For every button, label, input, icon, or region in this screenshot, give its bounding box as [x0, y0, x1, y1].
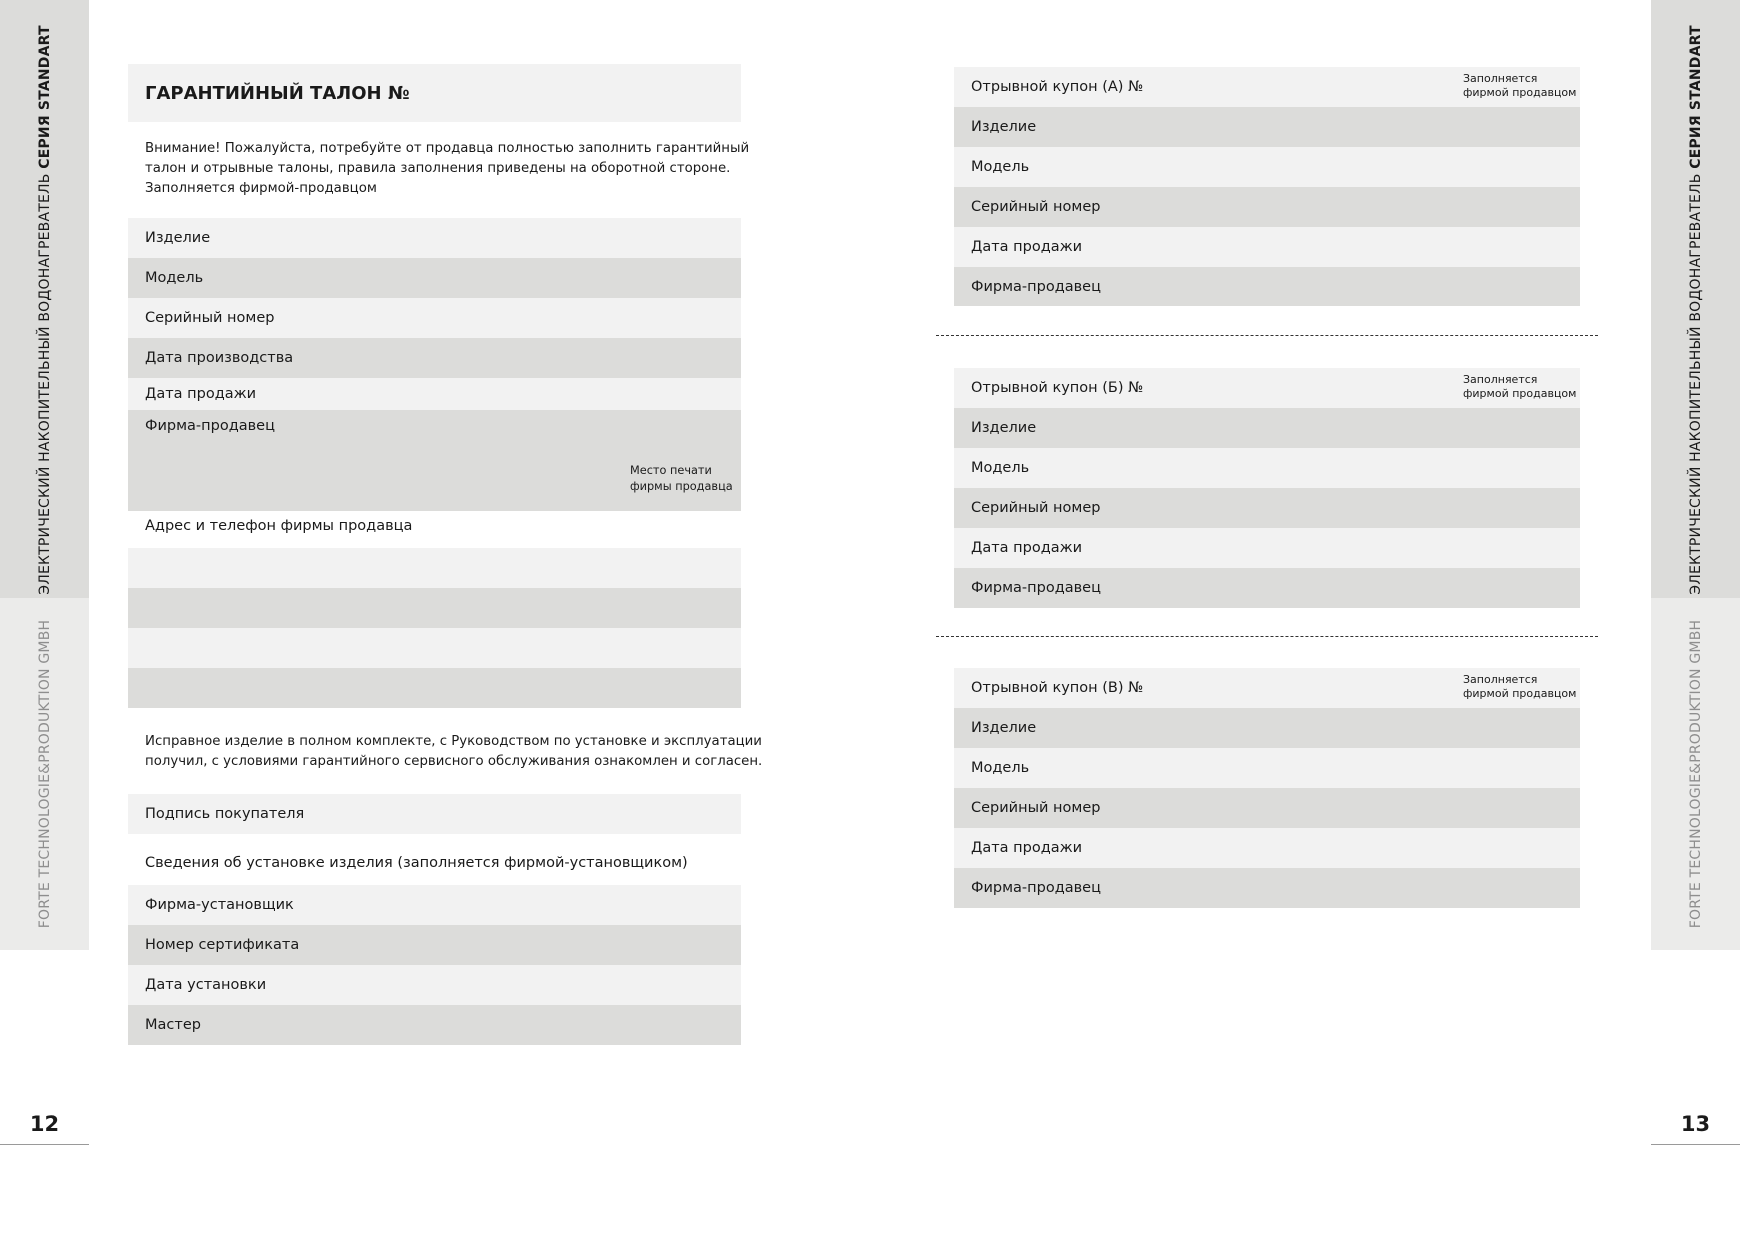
address-line-4[interactable]: [128, 668, 741, 708]
coupon-a-title[interactable]: Отрывной купон (А) №: [954, 67, 1580, 107]
cut-line-2: [936, 636, 1598, 637]
field-product[interactable]: Изделие: [128, 218, 741, 258]
page-number-left: 12: [29, 1112, 60, 1136]
address-line-2[interactable]: [128, 588, 741, 628]
company-name-right: FORTE TECHNOLOGIE&PRODUKTION GMBH: [1687, 619, 1704, 929]
field-install-date[interactable]: Дата установки: [128, 965, 741, 1005]
field-model[interactable]: Модель: [128, 258, 741, 298]
coupon-a-field-seller[interactable]: Фирма-продавец: [954, 267, 1580, 306]
side-title-left: ЭЛЕКТРИЧЕСКИЙ НАКОПИТЕЛЬНЫЙ ВОДОНАГРЕВАТЕЛЬ СЕРИЯ STANDART: [36, 25, 53, 595]
coupon-a-note: Заполняется фирмой продавцом: [1463, 72, 1577, 99]
cut-line-1: [936, 335, 1598, 336]
coupon-b-field-product[interactable]: Изделие: [954, 408, 1580, 448]
field-seller-firm[interactable]: [128, 410, 741, 511]
coupon-a-field-serial[interactable]: Серийный номер: [954, 187, 1580, 227]
coupon-b-title[interactable]: Отрывной купон (Б) №: [954, 368, 1580, 408]
buyer-confirmation-text: Исправное изделие в полном комплекте, с Руководством по установке и эксплуатации получил, с условиями гарантийного сервисного обслуживания ознакомлен и согласен.: [145, 734, 763, 769]
side-tab-bottom-left: [0, 598, 89, 950]
coupon-c-field-product[interactable]: Изделие: [954, 708, 1580, 748]
coupon-a-field-model[interactable]: Модель: [954, 147, 1580, 187]
side-title-right: ЭЛЕКТРИЧЕСКИЙ НАКОПИТЕЛЬНЫЙ ВОДОНАГРЕВАТЕЛЬ СЕРИЯ STANDART: [1687, 25, 1704, 595]
field-buyer-signature[interactable]: Подпись покупателя: [128, 794, 741, 834]
coupon-b-field-model[interactable]: Модель: [954, 448, 1580, 488]
coupon-c-title[interactable]: Отрывной купон (В) №: [954, 668, 1580, 708]
coupon-c-field-model[interactable]: Модель: [954, 748, 1580, 788]
page-rule-right: [1651, 1144, 1740, 1145]
field-master[interactable]: Мастер: [128, 1005, 741, 1045]
warranty-notice: Внимание! Пожалуйста, потребуйте от продавца полностью заполнить гарантийный талон и отрывные талоны, правила заполнения приведены на оборотной стороне. Заполняется фирмой-продавцом: [145, 141, 750, 196]
coupon-b-field-serial[interactable]: Серийный номер: [954, 488, 1580, 528]
field-certificate-number[interactable]: Номер сертификата: [128, 925, 741, 965]
side-tab-top-left: [0, 0, 89, 598]
address-line-1[interactable]: [128, 548, 741, 588]
install-heading: Сведения об установке изделия (заполняется фирмой-установщиком): [145, 855, 688, 871]
field-installer-firm[interactable]: Фирма-установщик: [128, 885, 741, 925]
field-sale-date[interactable]: Дата продажи: [128, 378, 741, 410]
address-line-3[interactable]: [128, 628, 741, 668]
coupon-c-field-seller[interactable]: Фирма-продавец: [954, 868, 1580, 908]
coupon-c-field-serial[interactable]: Серийный номер: [954, 788, 1580, 828]
seller-firm-label: Фирма-продавец: [145, 418, 275, 434]
company-name-left: FORTE TECHNOLOGIE&PRODUKTION GMBH: [36, 619, 53, 929]
coupon-b-field-sale-date[interactable]: Дата продажи: [954, 528, 1580, 568]
field-production-date[interactable]: Дата производства: [128, 338, 741, 378]
coupon-c-field-sale-date[interactable]: Дата продажи: [954, 828, 1580, 868]
coupon-a-field-sale-date[interactable]: Дата продажи: [954, 227, 1580, 267]
coupon-b-note: Заполняется фирмой продавцом: [1463, 373, 1577, 400]
side-tab-top-right: [1651, 0, 1740, 598]
side-tab-bottom-right: [1651, 598, 1740, 950]
page-number-right: 13: [1680, 1112, 1711, 1136]
seller-address-label: Адрес и телефон фирмы продавца: [145, 518, 413, 534]
coupon-b-field-seller[interactable]: Фирма-продавец: [954, 568, 1580, 608]
stamp-place-note: Место печати фирмы продавца: [630, 464, 733, 493]
coupon-c-note: Заполняется фирмой продавцом: [1463, 673, 1577, 700]
field-serial-number[interactable]: Серийный номер: [128, 298, 741, 338]
page-rule-left: [0, 1144, 89, 1145]
coupon-a-field-product[interactable]: Изделие: [954, 107, 1580, 147]
warranty-title: ГАРАНТИЙНЫЙ ТАЛОН №: [128, 64, 741, 122]
